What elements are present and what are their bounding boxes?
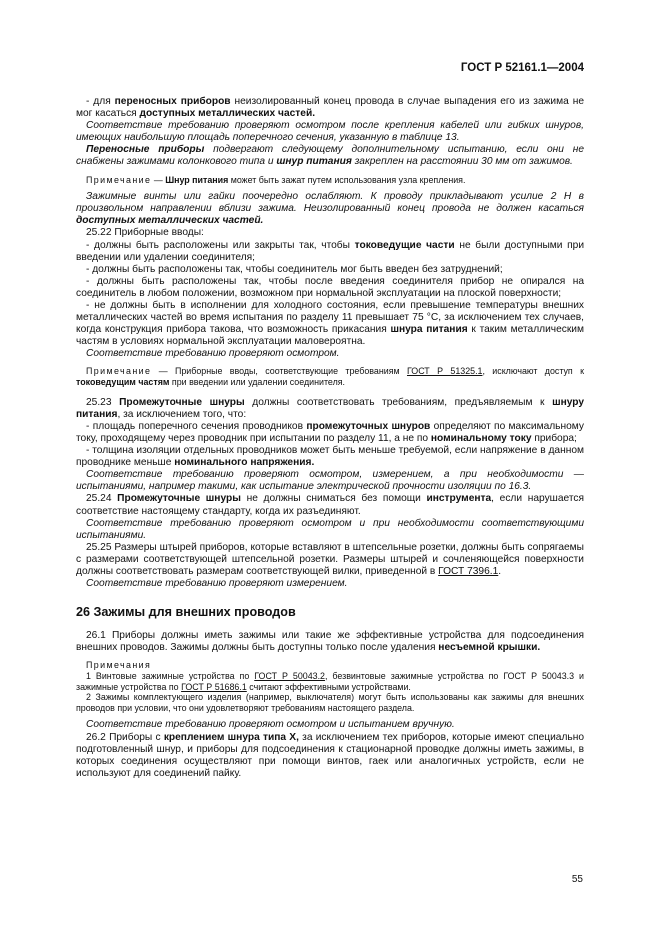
paragraph	[76, 630, 584, 654]
text-run: 25.23	[86, 396, 120, 408]
text-run: доступных металлических частей.	[139, 108, 316, 120]
page-number: 55	[571, 874, 583, 885]
text-run: - должны быть расположены или закрыты так, чтобы	[86, 239, 355, 251]
text-run: 2 Зажимы комплектующего изделия (например, выключателя) могут быть использованы как зажимы для внешних проводов при условии, что они удовлетворяют требованиям настоящего раздела.	[76, 692, 584, 713]
text-run: Соответствие требованию проверяют осмотром, измерением, а при необходимости — испытаниями, например такими, как испытание электрической прочности изоляции по 16.3.	[76, 469, 584, 493]
paragraph	[76, 397, 584, 421]
standard-reference: ГОСТ Р 50043.2	[254, 671, 325, 682]
text-run: Примечания	[86, 660, 152, 671]
text-run: 25.22 Приборные вводы:	[86, 227, 204, 239]
text-run: , безвинтовые зажимные устройства по ГОСТ Р 50043.3 и зажимные устройства по	[76, 671, 584, 692]
spacer	[76, 388, 584, 397]
text-run: промежуточных шнуров	[306, 420, 431, 432]
text-run: Примечание	[86, 366, 152, 377]
text-run: - толщина изоляции отдельных проводников может быть меньше требуемой, если напряжение в данном проводнике меньше	[76, 445, 584, 469]
paragraph	[76, 542, 584, 578]
text-run: токоведущие части	[354, 239, 455, 251]
paragraph	[76, 264, 584, 276]
text-run: , если нарушается соответствие настоящему стандарту, когда их разъединяют.	[76, 493, 584, 517]
text-run: Переносные приборы	[86, 144, 205, 156]
text-run: номинального напряжения.	[174, 457, 315, 469]
note-paragraph	[76, 175, 584, 186]
text-run: Соответствие требованию проверяют осмотром и при необходимости соответствующими испытаниями.	[76, 517, 584, 541]
text-run: за исключением тех приборов, которые имеют специально подготовленный шнур, и приборы для подсоединения к стационарной проводке должны иметь зажимы, в которых соединения осуществляют при помощи винтов, гаек или аналогичных устройств, если не используют для соединений пайку.	[76, 731, 584, 779]
text-run: токоведущим частям	[76, 377, 170, 388]
text-run: — Приборные вводы, соответствующие требованиям	[151, 366, 407, 377]
paragraph	[76, 300, 584, 348]
text-run: Соответствие требованию проверяют измерением.	[86, 578, 348, 590]
text-run: 26 Зажимы для внешних проводов	[76, 605, 296, 620]
text-run: , исключают доступ к	[482, 366, 584, 377]
text-run: подвергают следующему дополнительному испытанию, если они не снабжены зажимами колонкового типа и	[76, 144, 584, 168]
note-paragraph	[76, 692, 584, 713]
text-run: 26.2 Приборы с	[86, 731, 164, 743]
text-run: считают эффективными устройствами.	[246, 681, 411, 692]
paragraph	[76, 578, 584, 590]
text-run: при введении или удалении соединителя.	[169, 377, 346, 388]
text-run: не были доступными при введении или удалении соединителя;	[76, 239, 585, 263]
text-run: Соответствие требованию проверяют осмотром.	[86, 348, 340, 360]
text-run: должны соответствовать требованиям, предъявляемым к	[244, 396, 553, 408]
text-run: Соответствие требованию проверяют осмотром и испытанием вручную.	[86, 719, 455, 731]
text-run: , за исключением того, что:	[117, 408, 247, 420]
standard-reference: ГОСТ Р 51325.1	[406, 366, 483, 377]
text-run: Соответствие требованию проверяют осмотром после крепления кабелей или гибких шнуров, имеющих наибольшую площадь поперечного сечения, указанную в таблице 13.	[76, 120, 584, 144]
standard-reference: ГОСТ 7396.1	[438, 565, 499, 577]
section-heading	[76, 606, 584, 618]
text-run: —	[151, 174, 166, 185]
text-run: - должны быть расположены так, чтобы после введения соединителя прибор не опирался на соединитель в любом положении, возможном при нормальной эксплуатации на плоской поверхности;	[76, 275, 584, 299]
text-run: переносных приборов	[114, 96, 231, 107]
text-run: Промежуточные шнуры	[119, 396, 245, 408]
text-run: прибора;	[531, 432, 577, 444]
text-run: 26.1 Приборы должны иметь зажимы или такие же эффективные устройства для подсоединения внешних проводов. Зажимы должны быть доступны только после удаления	[76, 630, 584, 654]
text-run: может быть зажат путем использования узла крепления.	[228, 174, 466, 185]
text-run: 25.25 Размеры штырей приборов, которые вставляют в штепсельные розетки, должны быть сопрягаемы с размерами соответствующей штепсельной розетки. Размеры штырей и сочленяющейся поверхности должны соответствовать размерам соответствующей вилки, приведенной в	[76, 541, 584, 577]
paragraph	[76, 469, 584, 493]
text-run: шнур питания	[276, 156, 352, 168]
text-run: несъемной крышки.	[438, 642, 541, 654]
paragraph	[76, 348, 584, 360]
paragraph	[76, 144, 584, 168]
text-run: креплением шнура типа X,	[163, 731, 299, 743]
text-run: .	[498, 565, 502, 577]
document-header: ГОСТ Р 52161.1—2004	[460, 62, 584, 74]
text-run: 25.24	[86, 493, 118, 505]
text-run: неизолированный конец провода в случае выпадения его из зажима не мог касаться	[76, 96, 585, 120]
text-run: шнуру питания	[76, 396, 585, 420]
text-run: закреплен на расстоянии 30 мм от зажимов.	[351, 156, 573, 168]
note-paragraph	[76, 366, 584, 387]
text-run: к таким металлическим частям в условиях нормальной эксплуатации маловероятна.	[76, 324, 584, 348]
paragraph	[76, 276, 584, 300]
paragraph	[76, 445, 584, 469]
paragraph	[76, 96, 584, 120]
text-run: определяют по максимальному току, проходящему через проводник при испытании по разделу 11, а не по	[76, 420, 584, 444]
text-run: Примечание	[86, 174, 152, 185]
text-run: инструмента	[426, 493, 492, 505]
text-run: Промежуточные шнуры	[117, 493, 241, 505]
paragraph	[76, 240, 584, 264]
paragraph	[76, 227, 584, 239]
note-paragraph	[76, 660, 584, 671]
paragraph	[76, 493, 584, 517]
text-run: не должны сниматься без помощи	[240, 493, 427, 505]
paragraph	[76, 732, 584, 780]
document-body	[76, 96, 584, 780]
text-run: - для	[86, 96, 115, 107]
standard-reference: ГОСТ Р 51686.1	[181, 681, 247, 692]
text-run: шнура питания	[390, 324, 468, 336]
text-run: Зажимные винты или гайки поочередно ослабляют. К проводу прикладывают усилие 2 Н в произвольном направлении вблизи зажима. Неизолированный конец провода не должен касаться	[76, 191, 584, 215]
paragraph	[76, 191, 584, 227]
text-run: Шнур питания	[165, 174, 229, 185]
paragraph	[76, 120, 584, 144]
text-run: 1 Винтовые зажимные устройства по	[86, 671, 255, 682]
text-run: - не должны быть в исполнении для холодного состояния, если превышение температуры внешних металлических частей во время испытания по разделу 11 превышает 75 °С, за исключением тех случаев, когда конструкция прибора такова, что возможность прикасания	[76, 300, 584, 336]
text-run: - площадь поперечного сечения проводников	[86, 420, 307, 432]
paragraph	[76, 719, 584, 731]
text-run: номинальному току	[430, 432, 532, 444]
text-run: - должны быть расположены так, чтобы соединитель мог быть введен без затруднений;	[86, 263, 503, 275]
paragraph	[76, 518, 584, 542]
note-paragraph	[76, 671, 584, 692]
paragraph	[76, 421, 584, 445]
text-run: доступных металлических частей.	[76, 215, 264, 227]
